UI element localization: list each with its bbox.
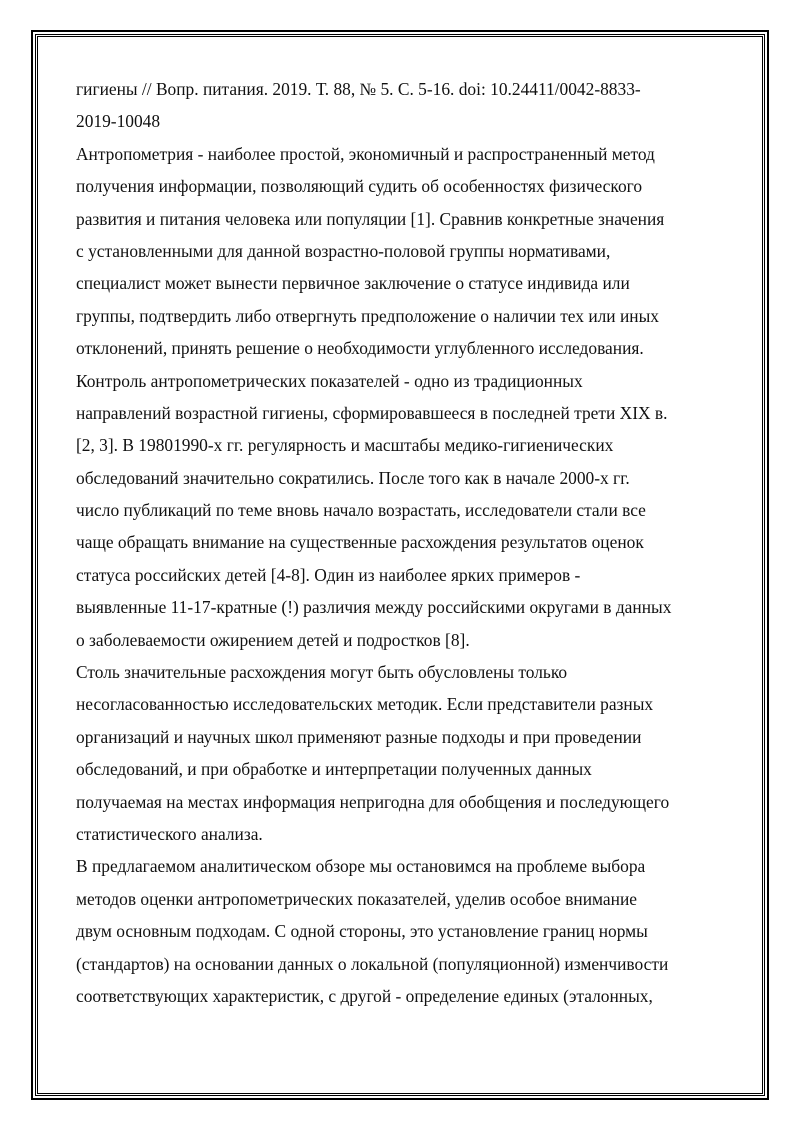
text-line: направлений возрастной гигиены, сформировавшееся в последней трети XIX в. bbox=[76, 402, 668, 423]
text-line: число публикаций по теме вновь начало возрастать, исследователи стали все bbox=[76, 500, 646, 521]
text-line: статистического анализа. bbox=[76, 823, 263, 844]
text-line: обследований значительно сократились. После того как в начале 2000-х гг. bbox=[76, 467, 630, 488]
text-line: (стандартов) на основании данных о локальной (популяционной) изменчивости bbox=[76, 953, 669, 974]
text-line: методов оценки антропометрических показателей, уделив особое внимание bbox=[76, 888, 637, 909]
text-line: организаций и научных школ применяют разные подходы и при проведении bbox=[76, 726, 642, 747]
text-line: специалист может вынести первичное заключение о статусе индивида или bbox=[76, 273, 630, 294]
text-line: [2, 3]. В 19801990-х гг. регулярность и масштабы медико-гигиенических bbox=[76, 435, 614, 456]
text-line: получения информации, позволяющий судить об особенностях физического bbox=[76, 176, 643, 197]
text-line: с установленными для данной возрастно-половой группы нормативами, bbox=[76, 240, 611, 261]
text-line: чаще обращать внимание на существенные расхождения результатов оценок bbox=[76, 532, 644, 553]
text-line: двум основным подходам. С одной стороны, это установление границ нормы bbox=[76, 921, 648, 942]
text-line: несогласованностью исследовательских методик. Если представители разных bbox=[76, 694, 654, 715]
text-line: В предлагаемом аналитическом обзоре мы остановимся на проблеме выбора bbox=[76, 856, 646, 877]
text-line: обследований, и при обработке и интерпретации полученных данных bbox=[76, 759, 592, 780]
text-line: гигиены // Вопр. питания. 2019. Т. 88, № 5. С. 5-16. doi: 10.24411/0042-8833- bbox=[76, 79, 641, 99]
text-line: группы, подтвердить либо отвергнуть предположение о наличии тех или иных bbox=[76, 305, 659, 326]
text-line: 2019-10048 bbox=[76, 111, 161, 132]
document-body-text bbox=[76, 73, 726, 1012]
text-line: статуса российских детей [4-8]. Один из наиболее ярких примеров - bbox=[76, 564, 581, 585]
text-line: отклонений, принять решение о необходимости углубленного исследования. bbox=[76, 338, 644, 359]
text-line: развития и питания человека или популяции [1]. Сравнив конкретные значения bbox=[76, 208, 665, 229]
text-line: соответствующих характеристик, с другой - определение единых (эталонных, bbox=[76, 985, 653, 1006]
text-line: получаемая на местах информация непригодна для обобщения и последующего bbox=[76, 791, 670, 812]
text-line: о заболеваемости ожирением детей и подростков [8]. bbox=[76, 629, 470, 650]
text-line: выявленные 11-17-кратные (!) различия между российскими округами в данных bbox=[76, 597, 672, 618]
text-line: Контроль антропометрических показателей - одно из традиционных bbox=[76, 370, 583, 391]
text-line: Антропометрия - наиболее простой, экономичный и распространенный метод bbox=[76, 143, 655, 164]
text-line: Столь значительные расхождения могут быть обусловлены только bbox=[76, 662, 568, 683]
